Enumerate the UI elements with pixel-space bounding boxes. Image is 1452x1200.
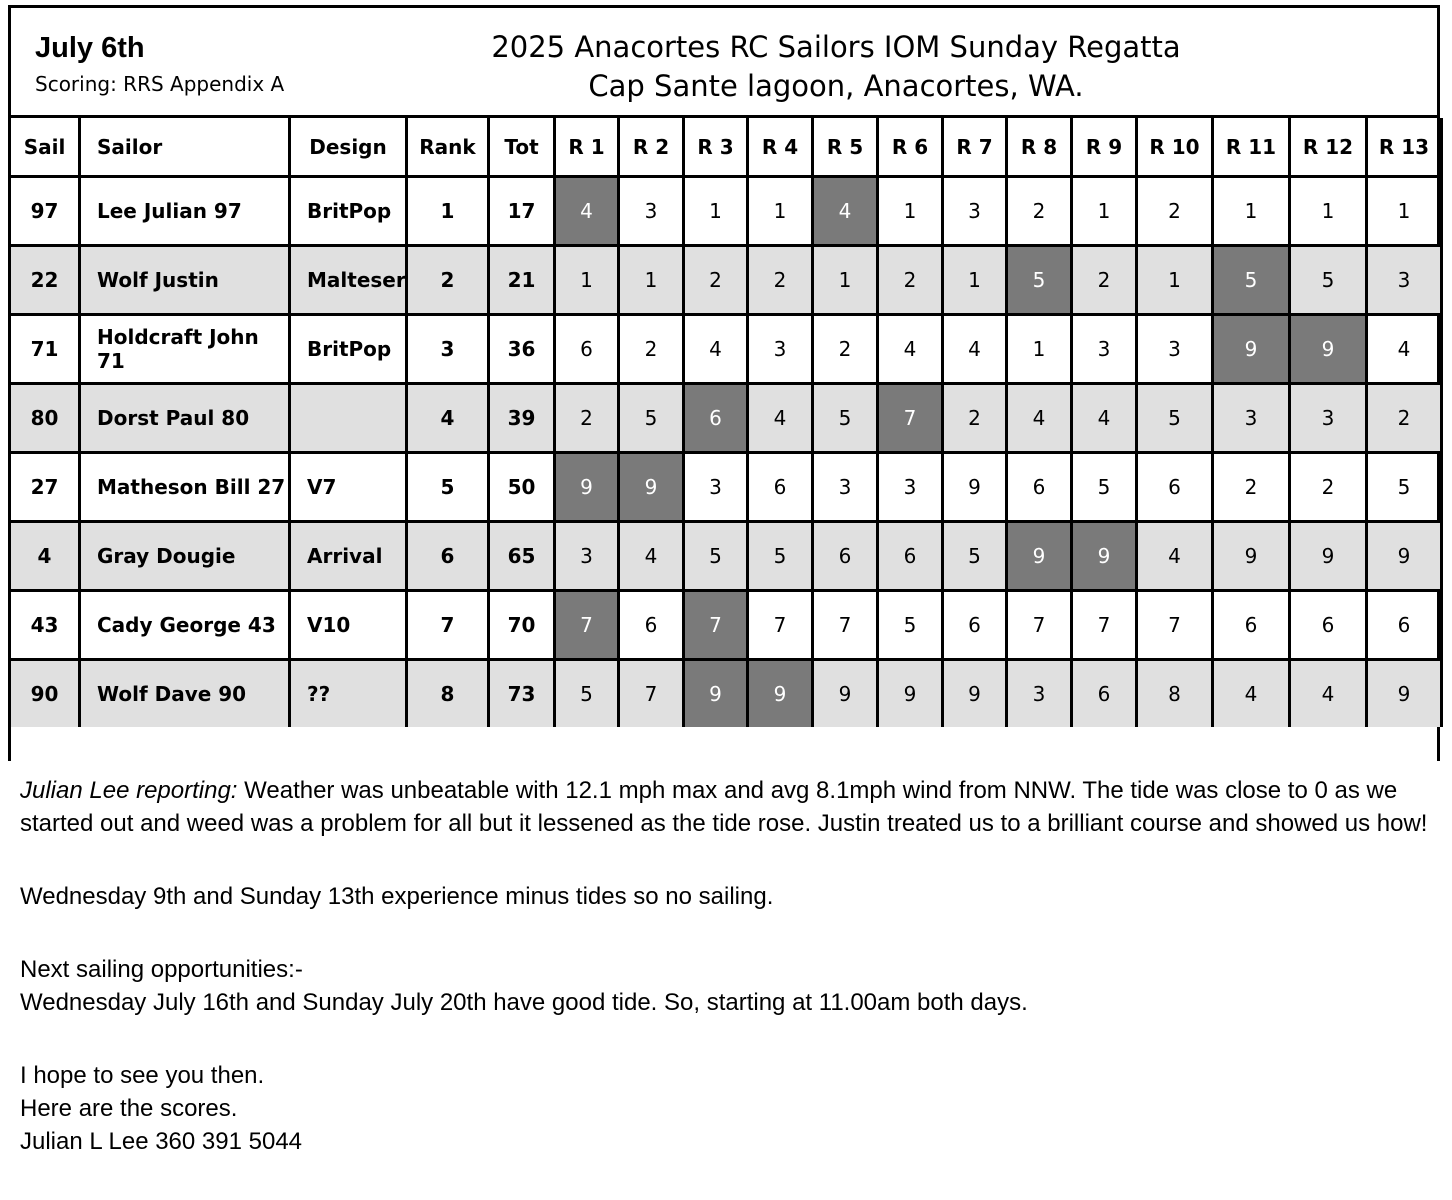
reporter-label: Julian Lee reporting: — [20, 777, 238, 804]
table-row — [10, 522, 1442, 591]
race-score: 9 — [943, 660, 1007, 728]
boat-design — [290, 384, 407, 453]
race-score: 7 — [748, 591, 813, 660]
race-score: 2 — [684, 246, 748, 315]
sail-number: 22 — [10, 246, 80, 315]
race-score: 1 — [555, 246, 619, 315]
column-header: Rank — [407, 118, 489, 177]
race-score: 7 — [1072, 591, 1137, 660]
boat-design: Malteser — [290, 246, 407, 315]
regatta-title — [406, 28, 1266, 106]
race-score: 2 — [1007, 177, 1072, 246]
race-score-discarded: 9 — [555, 453, 619, 522]
race-score: 6 — [748, 453, 813, 522]
results-table — [8, 118, 1443, 727]
race-score-discarded: 7 — [878, 384, 943, 453]
sailor-name: Dorst Paul 80 — [80, 384, 290, 453]
sail-number: 80 — [10, 384, 80, 453]
race-score-discarded: 4 — [555, 177, 619, 246]
race-score: 4 — [1137, 522, 1213, 591]
race-score: 2 — [1290, 453, 1367, 522]
race-score: 2 — [1072, 246, 1137, 315]
race-score: 1 — [943, 246, 1007, 315]
race-score: 9 — [878, 660, 943, 728]
table-row — [10, 453, 1442, 522]
race-score: 1 — [1072, 177, 1137, 246]
race-score: 6 — [943, 591, 1007, 660]
race-score: 7 — [619, 660, 684, 728]
race-score-discarded: 5 — [1007, 246, 1072, 315]
column-header: Sailor — [80, 118, 290, 177]
race-score: 9 — [1367, 522, 1442, 591]
sailor-name: Lee Julian 97 — [80, 177, 290, 246]
race-score: 3 — [748, 315, 813, 384]
boat-design: V7 — [290, 453, 407, 522]
race-score: 6 — [1137, 453, 1213, 522]
column-header: R 9 — [1072, 118, 1137, 177]
race-score-discarded: 9 — [1007, 522, 1072, 591]
race-score: 1 — [1213, 177, 1290, 246]
boat-design: ?? — [290, 660, 407, 728]
boat-design: BritPop — [290, 315, 407, 384]
race-score: 3 — [619, 177, 684, 246]
total-points: 39 — [489, 384, 555, 453]
race-score: 5 — [943, 522, 1007, 591]
race-score: 2 — [878, 246, 943, 315]
race-score: 1 — [1137, 246, 1213, 315]
boat-design: BritPop — [290, 177, 407, 246]
race-score: 4 — [1007, 384, 1072, 453]
race-score-discarded: 6 — [684, 384, 748, 453]
sail-number: 27 — [10, 453, 80, 522]
sail-number: 43 — [10, 591, 80, 660]
race-score: 6 — [555, 315, 619, 384]
race-score: 1 — [878, 177, 943, 246]
race-score: 6 — [878, 522, 943, 591]
race-score: 6 — [1290, 591, 1367, 660]
column-header: R 4 — [748, 118, 813, 177]
race-score: 5 — [1290, 246, 1367, 315]
race-score: 5 — [813, 384, 878, 453]
column-header: Design — [290, 118, 407, 177]
race-score: 6 — [813, 522, 878, 591]
race-score: 5 — [878, 591, 943, 660]
total-points: 50 — [489, 453, 555, 522]
race-score: 6 — [619, 591, 684, 660]
sail-number: 97 — [10, 177, 80, 246]
race-score: 5 — [1137, 384, 1213, 453]
column-header: R 11 — [1213, 118, 1290, 177]
total-points: 70 — [489, 591, 555, 660]
race-score: 2 — [619, 315, 684, 384]
race-score: 4 — [1213, 660, 1290, 728]
table-row — [10, 177, 1442, 246]
total-points: 21 — [489, 246, 555, 315]
race-score: 4 — [1072, 384, 1137, 453]
sail-number: 71 — [10, 315, 80, 384]
sheet-header — [11, 8, 1437, 118]
race-score: 5 — [619, 384, 684, 453]
race-score: 9 — [1290, 522, 1367, 591]
race-score: 5 — [555, 660, 619, 728]
table-row — [10, 384, 1442, 453]
regatta-venue: Cap Sante lagoon, Anacortes, WA. — [588, 69, 1084, 103]
table-row — [10, 315, 1442, 384]
boat-design: V10 — [290, 591, 407, 660]
race-score: 1 — [1007, 315, 1072, 384]
column-header: Tot — [489, 118, 555, 177]
table-row — [10, 246, 1442, 315]
race-score: 3 — [1290, 384, 1367, 453]
scoring-system: Scoring: RRS Appendix A — [35, 72, 285, 96]
results-body — [10, 177, 1442, 728]
sail-number: 90 — [10, 660, 80, 728]
race-score: 3 — [1072, 315, 1137, 384]
race-score: 3 — [878, 453, 943, 522]
boat-design: Arrival — [290, 522, 407, 591]
race-score: 2 — [1213, 453, 1290, 522]
closing-line: Here are the scores. — [20, 1095, 238, 1122]
race-score-discarded: 4 — [813, 177, 878, 246]
column-header: R 12 — [1290, 118, 1367, 177]
closing-line: I hope to see you then. — [20, 1062, 265, 1089]
race-score: 3 — [1367, 246, 1442, 315]
header-row — [10, 118, 1442, 177]
race-score: 3 — [813, 453, 878, 522]
sailor-name: Matheson Bill 27 — [80, 453, 290, 522]
race-score: 9 — [813, 660, 878, 728]
race-score: 6 — [1213, 591, 1290, 660]
race-score: 8 — [1137, 660, 1213, 728]
total-points: 17 — [489, 177, 555, 246]
column-header: R 13 — [1367, 118, 1442, 177]
table-row — [10, 591, 1442, 660]
rank: 6 — [407, 522, 489, 591]
results-sheet — [8, 5, 1440, 761]
regatta-title-line1: 2025 Anacortes RC Sailors IOM Sunday Regatta — [491, 30, 1181, 64]
race-score: 9 — [943, 453, 1007, 522]
column-header: R 7 — [943, 118, 1007, 177]
race-score: 1 — [1290, 177, 1367, 246]
race-score: 3 — [1007, 660, 1072, 728]
sailor-name: Gray Dougie — [80, 522, 290, 591]
column-header: R 8 — [1007, 118, 1072, 177]
rank: 2 — [407, 246, 489, 315]
race-score: 7 — [1137, 591, 1213, 660]
sailor-name: Wolf Justin — [80, 246, 290, 315]
race-score-discarded: 5 — [1213, 246, 1290, 315]
race-score: 3 — [555, 522, 619, 591]
sail-number: 4 — [10, 522, 80, 591]
rank: 3 — [407, 315, 489, 384]
race-score: 4 — [1367, 315, 1442, 384]
column-header: R 10 — [1137, 118, 1213, 177]
race-score: 2 — [748, 246, 813, 315]
race-score: 4 — [619, 522, 684, 591]
rank: 5 — [407, 453, 489, 522]
rank: 7 — [407, 591, 489, 660]
race-score: 2 — [555, 384, 619, 453]
race-score: 4 — [878, 315, 943, 384]
column-header: R 2 — [619, 118, 684, 177]
race-score: 5 — [1072, 453, 1137, 522]
race-score: 4 — [684, 315, 748, 384]
event-date: July 6th — [35, 32, 145, 64]
report-paragraph — [20, 774, 1440, 840]
race-score: 1 — [748, 177, 813, 246]
race-score-discarded: 9 — [684, 660, 748, 728]
race-score-discarded: 7 — [684, 591, 748, 660]
race-score-discarded: 9 — [1213, 315, 1290, 384]
race-score: 3 — [1137, 315, 1213, 384]
sailor-name: Wolf Dave 90 — [80, 660, 290, 728]
signature-contact: Julian L Lee 360 391 5044 — [20, 1128, 303, 1155]
race-score: 1 — [684, 177, 748, 246]
race-score-discarded: 9 — [748, 660, 813, 728]
no-sailing-note: Wednesday 9th and Sunday 13th experience minus tides so no sailing. — [20, 883, 774, 910]
race-score: 4 — [1290, 660, 1367, 728]
race-score: 1 — [1367, 177, 1442, 246]
race-score: 3 — [943, 177, 1007, 246]
race-score: 5 — [748, 522, 813, 591]
rank: 8 — [407, 660, 489, 728]
race-score: 5 — [684, 522, 748, 591]
total-points: 65 — [489, 522, 555, 591]
next-sailing-heading: Next sailing opportunities:- — [20, 956, 303, 983]
column-header: R 6 — [878, 118, 943, 177]
race-score: 7 — [813, 591, 878, 660]
race-score-discarded: 7 — [555, 591, 619, 660]
race-score: 2 — [1137, 177, 1213, 246]
race-score: 2 — [1367, 384, 1442, 453]
race-score-discarded: 9 — [619, 453, 684, 522]
race-score: 7 — [1007, 591, 1072, 660]
column-header: R 5 — [813, 118, 878, 177]
total-points: 36 — [489, 315, 555, 384]
race-score: 3 — [1213, 384, 1290, 453]
race-score: 9 — [1367, 660, 1442, 728]
next-sailing-dates: Wednesday July 16th and Sunday July 20th have good tide. So, starting at 11.00am both days. — [20, 989, 1028, 1016]
race-report — [20, 774, 1440, 1158]
rank: 1 — [407, 177, 489, 246]
race-score: 4 — [748, 384, 813, 453]
race-score: 1 — [813, 246, 878, 315]
column-header: Sail — [10, 118, 80, 177]
race-score: 6 — [1072, 660, 1137, 728]
race-score-discarded: 9 — [1290, 315, 1367, 384]
sailor-name: Cady George 43 — [80, 591, 290, 660]
race-score: 4 — [943, 315, 1007, 384]
rank: 4 — [407, 384, 489, 453]
total-points: 73 — [489, 660, 555, 728]
race-score: 2 — [813, 315, 878, 384]
race-score: 1 — [619, 246, 684, 315]
race-score: 6 — [1367, 591, 1442, 660]
sailor-name: Holdcraft John 71 — [80, 315, 290, 384]
race-score: 5 — [1367, 453, 1442, 522]
race-score: 9 — [1213, 522, 1290, 591]
table-row — [10, 660, 1442, 728]
race-score-discarded: 9 — [1072, 522, 1137, 591]
report-text: Weather was unbeatable with 12.1 mph max and avg 8.1mph wind from NNW. The tide was close to 0 as we started out and weed was a problem for all but it lessened as the tide rose. Justin treated us to a brilliant course and showed us how! — [20, 777, 1428, 837]
column-header: R 1 — [555, 118, 619, 177]
race-score: 6 — [1007, 453, 1072, 522]
race-score: 3 — [684, 453, 748, 522]
race-score: 2 — [943, 384, 1007, 453]
column-header: R 3 — [684, 118, 748, 177]
